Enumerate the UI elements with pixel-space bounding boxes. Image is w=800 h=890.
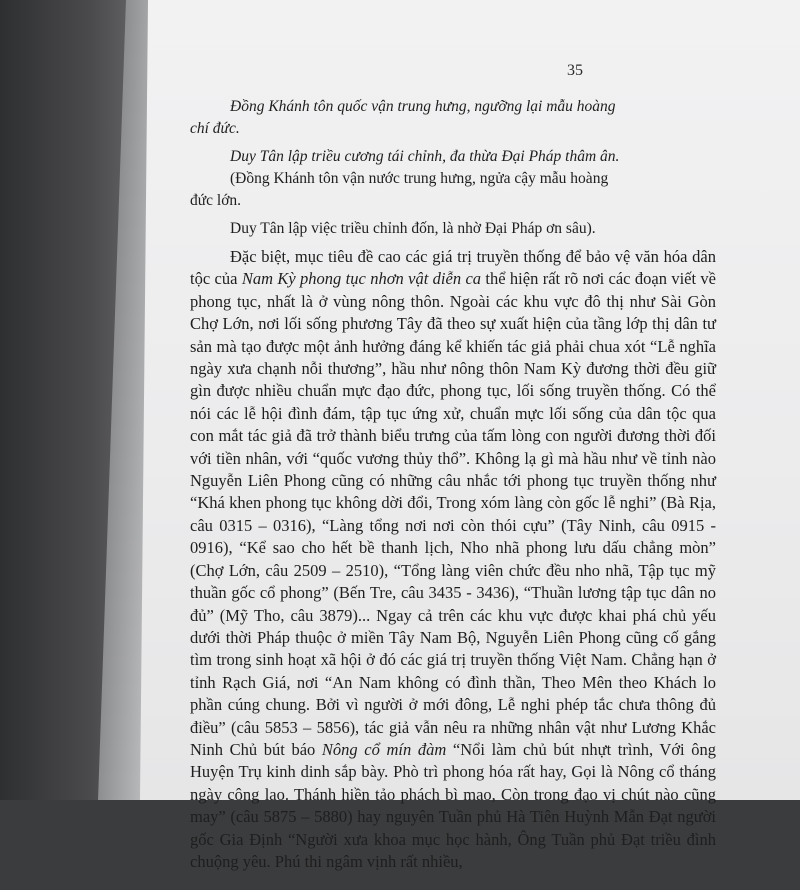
page-text bbox=[190, 96, 716, 890]
poem-line-2: Duy Tân lập triều cương tái chỉnh, đa thừa Đại Pháp thâm ân. bbox=[230, 148, 620, 165]
poem-block bbox=[190, 96, 716, 240]
body-paragraph: Đặc biệt, mục tiêu đề cao các giá trị truyền thống để bảo vệ văn hóa dân tộc của Nam Kỳ phong tục nhơn vật diễn ca thể hiện rất rõ nơi các đoạn viết về phong tục, nhất là ở vùng nông thôn. Ngoài các khu vực đô thị như Sài Gòn Chợ Lớn, nơi lối sống phương Tây đã theo sự xuất hiện của tầng lớp thị dân tư sản mà tạo được một ảnh hưởng đáng kể khiến tác giả phải chua xót “Lễ nghĩa ngày xưa chạnh nỗi thương”, hầu như nông thôn Nam Kỳ đương thời đều giữ gìn được nhiều chuẩn mực đạo đức, phong tục, lối sống truyền thống. Có thể nói các lễ hội đình đám, tập tục ứng xử, chuẩn mực lối sống của dân tộc qua con mắt tác giả đã trở thành biểu trưng của tấm lòng con người đương thời đối với tiền nhân, với “quốc vương thủy thổ”. Không lạ gì mà hầu như về tỉnh nào Nguyễn Liên Phong cũng có những câu nhắc tới phong tục truyền thống như “Khá khen phong tục không dời đổi, Trong xóm làng còn gốc lễ nghi” (Bà Rịa, câu 0315 – 0316), “Làng tổng nơi nơi còn thói cựu” (Tây Ninh, câu 0915 - 0916), “Kể sao cho hết bề thanh lịch, Nho nhã phong lưu dấu chẳng mòn” (Chợ Lớn, câu 2509 – 2510), “Tổng làng viên chức đều nho nhã, Tập tục mỹ thuần gốc cổ phong” (Bến Tre, câu 3435 - 3436), “Thuần lương tập tục dân no đủ” (Mỹ Tho, câu 3879)... Ngay cả trên các khu vực được khai phá chủ yếu dưới thời Pháp thuộc ở miền Tây Nam Bộ, Nguyễn Liên Phong cũng cố gắng tìm trong sinh hoạt xã hội ở đó các giá trị truyền thống Việt Nam. Chẳng hạn ở tỉnh Rạch Giá, nơi “An Nam không có đình thần, Theo Mên theo Khách lo phần cúng chung. Bởi vì người ở mới đông, Lễ nghi phép tắc chưa thông đủ điều” (câu 5853 – 5856), tác giả vẫn nêu ra những nhân vật như Lương Khắc Ninh Chủ bút báo Nông cổ mín đàm “Nổi làm chủ bút nhựt trình, Với ông Huyện Trụ kinh dinh sắp bày. Phò trì phong hóa rất hay, Gọi là Nông cổ tháng ngày công lao. Thánh hiền tảo phách bì mao, Còn trong đạo vị chút nào cũng may” (câu 5875 – 5880) hay nguyên Tuần phủ Hà Tiên Huỳnh Mẫn Đạt người gốc Gia Định “Người xưa khoa mục học hành, Ông Tuần phủ Đạt triều đình chuộng yêu. Phú thi ngâm vịnh rất nhiều, bbox=[190, 247, 717, 871]
poem-line-1: Đồng Khánh tôn quốc vận trung hưng, ngưỡng lại mẫu hoàng chí đức. bbox=[190, 98, 616, 137]
page-number: 35 bbox=[567, 62, 583, 79]
work-title-2: Nông cổ mín đàm bbox=[321, 739, 447, 759]
poem-translation-1: (Đồng Khánh tôn vận nước trung hưng, ngửa cậy mẫu hoàng đức lớn. bbox=[190, 170, 609, 209]
poem-translation-2: Duy Tân lập việc triều chỉnh đốn, là nhờ Đại Pháp ơn sâu). bbox=[230, 220, 596, 237]
work-title-1: Nam Kỳ phong tục nhơn vật diễn ca bbox=[241, 269, 482, 289]
